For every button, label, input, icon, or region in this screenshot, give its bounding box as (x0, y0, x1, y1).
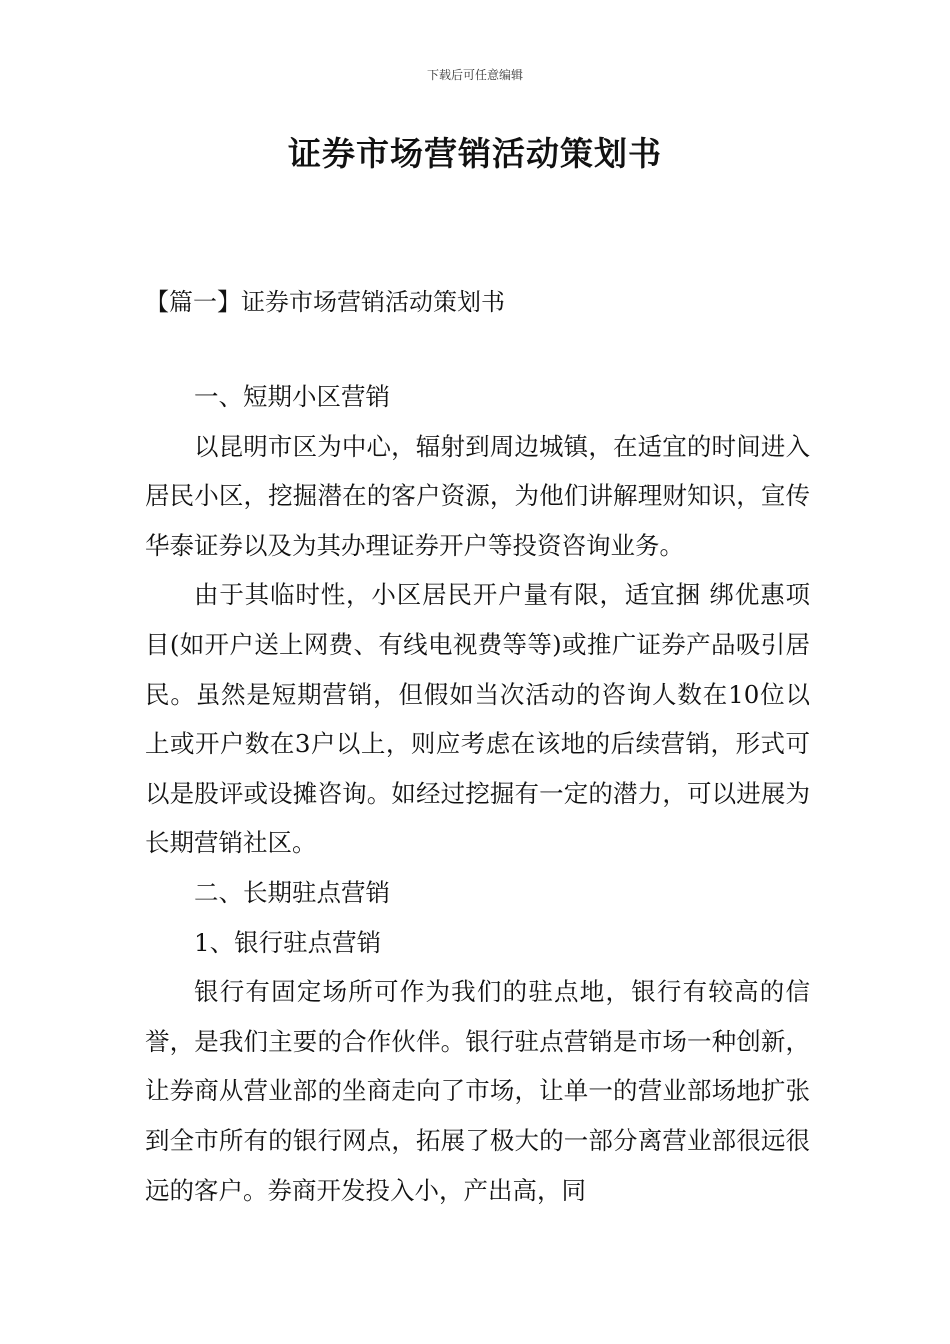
paragraph-bank-marketing: 银行有固定场所可作为我们的驻点地，银行有较高的信誉，是我们主要的合作伙伴。银行驻点营销是市场一种创新，让券商从营业部的坐商走向了市场，让单一的营业部场地扩张到全市所有的银行网点，拓展了极大的一部分离营业部很远很远的客户。券商开发投入小，产出高，同 (145, 977, 810, 1205)
section-heading: 【篇一】证券市场营销活动策划书 (145, 288, 505, 316)
paragraph-community-intro: 以昆明市区为中心，辐射到周边城镇，在适宜的时间进入居民小区，挖掘潜在的客户资源，为他们讲解理财知识，宣传华泰证券以及为其办理证券开户等投资咨询业务。 (145, 431, 810, 560)
header-note: 下载后可任意编辑 (426, 68, 523, 82)
heading-bank-marketing: 1、银行驻点营销 (194, 927, 382, 957)
document-title: 证券市场营销活动策划书 (288, 134, 662, 173)
body-text (145, 372, 810, 1215)
paragraph-community-details: 由于其临时性，小区居民开户量有限，适宜捆 绑优惠项目(如开户送上网费、有线电视费等等)或推广证券产品吸引居民。虽然是短期营销，但假如当次活动的咨询人数在10位以上或开户数在3户以上，则应考虑在该地的后续营销，形式可以是股评或设摊咨询。如经过挖掘有一定的潜力，可以进展为长期营销社区。 (145, 580, 810, 858)
heading-short-term-marketing: 一、短期小区营销 (194, 382, 390, 411)
heading-long-term-marketing: 二、长期驻点营销 (194, 877, 390, 907)
